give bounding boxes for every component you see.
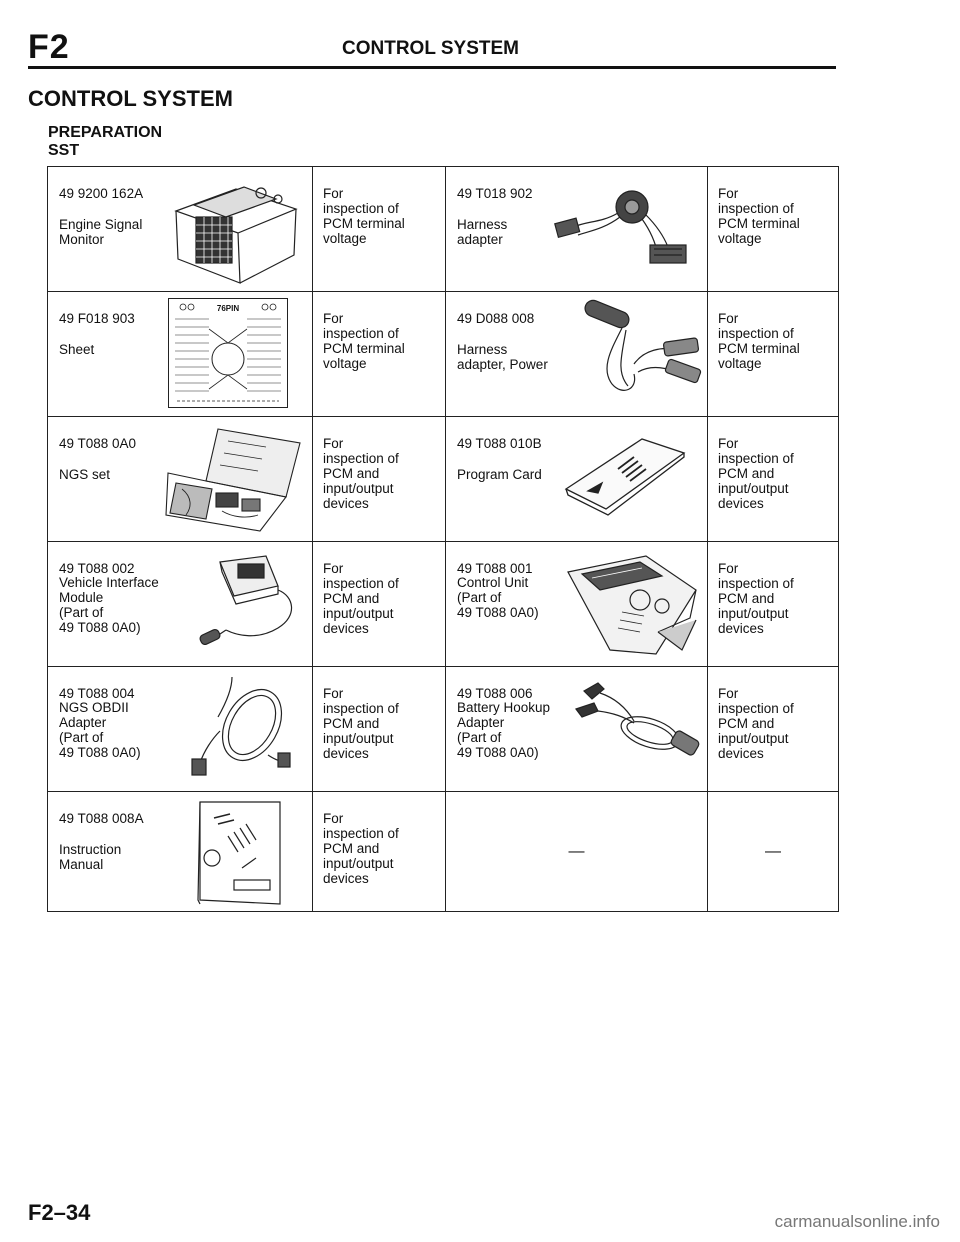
tool-name: Sheet: [59, 342, 95, 357]
tool-name: Harness adapter, Power: [457, 342, 548, 372]
tool-purpose: For inspection of PCM and input/output devices: [313, 667, 446, 792]
tool-name: Instruction Manual: [59, 842, 122, 872]
program-card-icon: [558, 431, 690, 523]
table-row: [48, 167, 839, 292]
tool-number: 49 T088 006: [457, 686, 533, 701]
tool-name: NGS OBDII Adapter (Part of 49 T088 0A0): [59, 700, 141, 760]
battery-hookup-adapter-icon: [564, 677, 704, 773]
tool-number: 49 F018 903: [59, 311, 135, 326]
engine-signal-monitor-icon: [166, 171, 306, 287]
tool-cell: [48, 792, 313, 912]
sheet-icon: [168, 298, 288, 408]
table-row: [48, 417, 839, 542]
tool-name: Control Unit (Part of 49 T088 0A0): [457, 575, 539, 620]
tool-name: NGS set: [59, 467, 111, 482]
tool-cell: [446, 667, 708, 792]
power-harness-adapter-icon: [582, 298, 702, 402]
watermark: carmanualsonline.info: [774, 1212, 940, 1231]
instruction-manual-icon: [194, 796, 288, 908]
vehicle-interface-module-icon: [178, 546, 302, 656]
tool-number: 49 T018 902: [457, 186, 533, 201]
tool-purpose: For inspection of PCM terminal voltage: [708, 292, 839, 417]
tool-name: Battery Hookup Adapter (Part of 49 T088 0A0): [457, 700, 551, 760]
tool-number: 49 T088 010B: [457, 436, 542, 451]
tool-number: 49 T088 001: [457, 561, 533, 576]
tool-number: 49 T088 0A0: [59, 436, 137, 451]
ngs-set-case-icon: [162, 423, 308, 535]
page-number: F2–34: [28, 1200, 91, 1225]
tool-cell: [446, 417, 708, 542]
tool-cell: [446, 292, 708, 417]
tool-number: 49 T088 002: [59, 561, 135, 576]
obdii-adapter-cable-icon: [178, 673, 294, 781]
tool-cell: [446, 542, 708, 667]
table-row: [48, 667, 839, 792]
subheading-sst: SST: [48, 142, 80, 159]
tool-purpose: For inspection of PCM and input/output devices: [708, 542, 839, 667]
header-rule: [28, 66, 836, 69]
table-row: [48, 792, 839, 912]
empty-purpose-cell: —: [708, 792, 839, 912]
tool-cell: [48, 667, 313, 792]
tool-purpose: For inspection of PCM terminal voltage: [313, 292, 446, 417]
tool-purpose: For inspection of PCM and input/output devices: [708, 417, 839, 542]
tool-purpose: For inspection of PCM and input/output devices: [313, 792, 446, 912]
tool-number: 49 9200 162A: [59, 186, 144, 201]
sst-table: [47, 166, 839, 912]
tool-number: 49 T088 004: [59, 686, 135, 701]
tool-name: Program Card: [457, 467, 542, 482]
control-unit-icon: [562, 550, 704, 660]
tool-number: 49 D088 008: [457, 311, 535, 326]
tool-cell: [48, 417, 313, 542]
tool-name: Harness adapter: [457, 217, 508, 247]
tool-purpose: For inspection of PCM and input/output devices: [313, 542, 446, 667]
tool-purpose: For inspection of PCM and input/output devices: [313, 417, 446, 542]
table-row: [48, 542, 839, 667]
tool-number: 49 T088 008A: [59, 811, 144, 826]
sheet-label: 76PIN: [216, 304, 240, 313]
tool-cell: [446, 167, 708, 292]
empty-tool-cell: —: [446, 792, 708, 912]
section-code: F2: [28, 28, 70, 66]
subheading-preparation: PREPARATION: [48, 124, 163, 141]
tool-name: Engine Signal Monitor: [59, 217, 143, 247]
tool-purpose: For inspection of PCM terminal voltage: [313, 167, 446, 292]
tool-cell: [48, 292, 313, 417]
tool-cell: [48, 167, 313, 292]
table-row: [48, 292, 839, 417]
tool-cell: [48, 542, 313, 667]
tool-purpose: For inspection of PCM and input/output devices: [708, 667, 839, 792]
tool-name: Vehicle Interface Module (Part of 49 T088 0A0): [59, 575, 159, 635]
section-title: CONTROL SYSTEM: [28, 86, 233, 111]
page-header-title: CONTROL SYSTEM: [342, 38, 519, 59]
harness-adapter-icon: [546, 177, 696, 277]
tool-purpose: For inspection of PCM terminal voltage: [708, 167, 839, 292]
